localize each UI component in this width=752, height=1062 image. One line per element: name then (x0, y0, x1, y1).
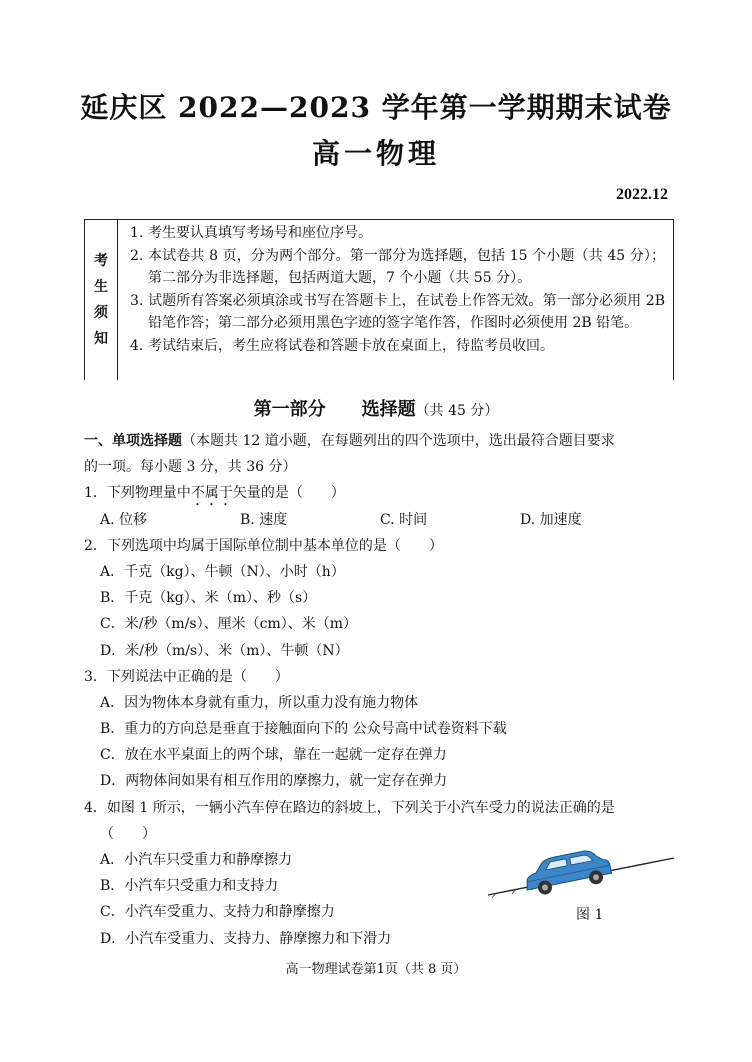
notice-item-text: 考生要认真填写考场号和座位序号。 (148, 225, 372, 241)
notice-label (85, 220, 118, 380)
question-4-stem: 4．如图 1 所示，一辆小汽车停在路边的斜坡上，下列关于小汽车受力的说法正确的是 (84, 799, 615, 816)
notice-label-char: 须 (94, 305, 108, 321)
section-score: （共 45 分） (415, 403, 499, 419)
notice-item-text: 考试结束后，考生应将试卷和答题卡放在桌面上，待监考员收回。 (148, 337, 554, 354)
notice-label-char: 生 (94, 279, 108, 295)
page-footer: 高一物理试卷第1页（共 8 页） (285, 962, 467, 977)
notice-item (130, 335, 665, 358)
notice-items (118, 220, 673, 380)
part-instruction (84, 428, 672, 454)
figure-1 (486, 838, 676, 938)
question-2-stem: 2．下列选项中均属于国际单位制中基本单位的是（ ） (84, 537, 443, 554)
exam-date: 2022.12 (616, 186, 668, 203)
notice-item-number: 2. (130, 247, 144, 264)
q1-emphasis: 不属于 (190, 485, 233, 502)
option: A．因为物体本身就有重力，所以重力没有施力物体 (100, 694, 419, 711)
option: B. 速度 (240, 511, 288, 528)
part-instruction-cont: 的一项。每小题 3 分，共 36 分） (84, 459, 297, 476)
car-icon (522, 847, 613, 898)
option: A．千克（kg）、牛顿（N）、小时（h） (100, 563, 345, 580)
option: D．两物体间如果有相互作用的摩擦力，就一定存在弹力 (100, 773, 448, 790)
q1-post: 矢量的是（ ） (232, 485, 345, 502)
option: D．米/秒（m/s）、米（m）、牛顿（N） (100, 642, 349, 659)
candidate-notice-box (84, 219, 674, 380)
option: C．米/秒（m/s）、厘米（cm）、米（m） (100, 616, 357, 633)
question-4-blank: （ ） (100, 825, 156, 842)
option: B．重力的方向总是垂直于接触面向下的 公众号高中试卷资料下载 (100, 721, 507, 738)
option: B．千克（kg）、米（m）、秒（s） (100, 590, 317, 607)
section-heading (0, 395, 752, 421)
option: A. 位移 (100, 511, 148, 528)
question-3-stem: 3．下列说法中正确的是（ ） (84, 668, 289, 685)
option: C. 时间 (380, 511, 428, 528)
question-1-options (84, 507, 672, 533)
notice-item-number: 1. (130, 225, 144, 241)
notice-item (130, 290, 665, 335)
car-on-slope-illustration (486, 838, 676, 902)
option: C．放在水平桌面上的两个球，靠在一起就一定存在弹力 (100, 747, 447, 764)
option: D．小汽车受重力、支持力、静摩擦力和下滑力 (100, 930, 392, 947)
notice-item (130, 245, 665, 290)
notice-label-char: 考 (94, 253, 108, 269)
part-heading: 一、单项选择题 (84, 433, 182, 449)
exam-subtitle: 高一物理 (311, 137, 440, 170)
option: C．小汽车受重力、支持力和静摩擦力 (100, 904, 335, 921)
q1-pre: 1．下列物理量中 (84, 485, 191, 502)
notice-item-text: 试题所有答案必须填涂或书写在答题卡上，在试卷上作答无效。第一部分必须用 2B 铅笔作答；第二部分必须用黑色字迹的签字笔作答，作图时必须使用 2B 铅笔。 (148, 292, 665, 331)
section-title: 第一部分 选择题 (253, 399, 416, 420)
option: B．小汽车只受重力和支持力 (100, 878, 279, 895)
part-instruction-text: （本题共 12 道小题，在每题列出的四个选项中，选出最符合题目要求 (182, 433, 615, 449)
question-1-stem (84, 480, 672, 506)
notice-item-text: 本试卷共 8 页，分为两个部分。第一部分为选择题，包括 15 个小题（共 45 分）；第二部分为非选择题，包括两道大题，7 个小题（共 55 分）。 (148, 247, 665, 286)
notice-item-number: 3. (130, 292, 144, 309)
exam-title: 延庆区 2022—2023 学年第一学期期末试卷 (80, 91, 672, 124)
notice-label-char: 知 (94, 331, 108, 347)
notice-item (130, 222, 665, 245)
figure-caption: 图 1 (576, 907, 604, 923)
option: A．小汽车只受重力和静摩擦力 (100, 852, 293, 868)
notice-item-number: 4. (130, 337, 144, 354)
option: D. 加速度 (520, 511, 582, 528)
